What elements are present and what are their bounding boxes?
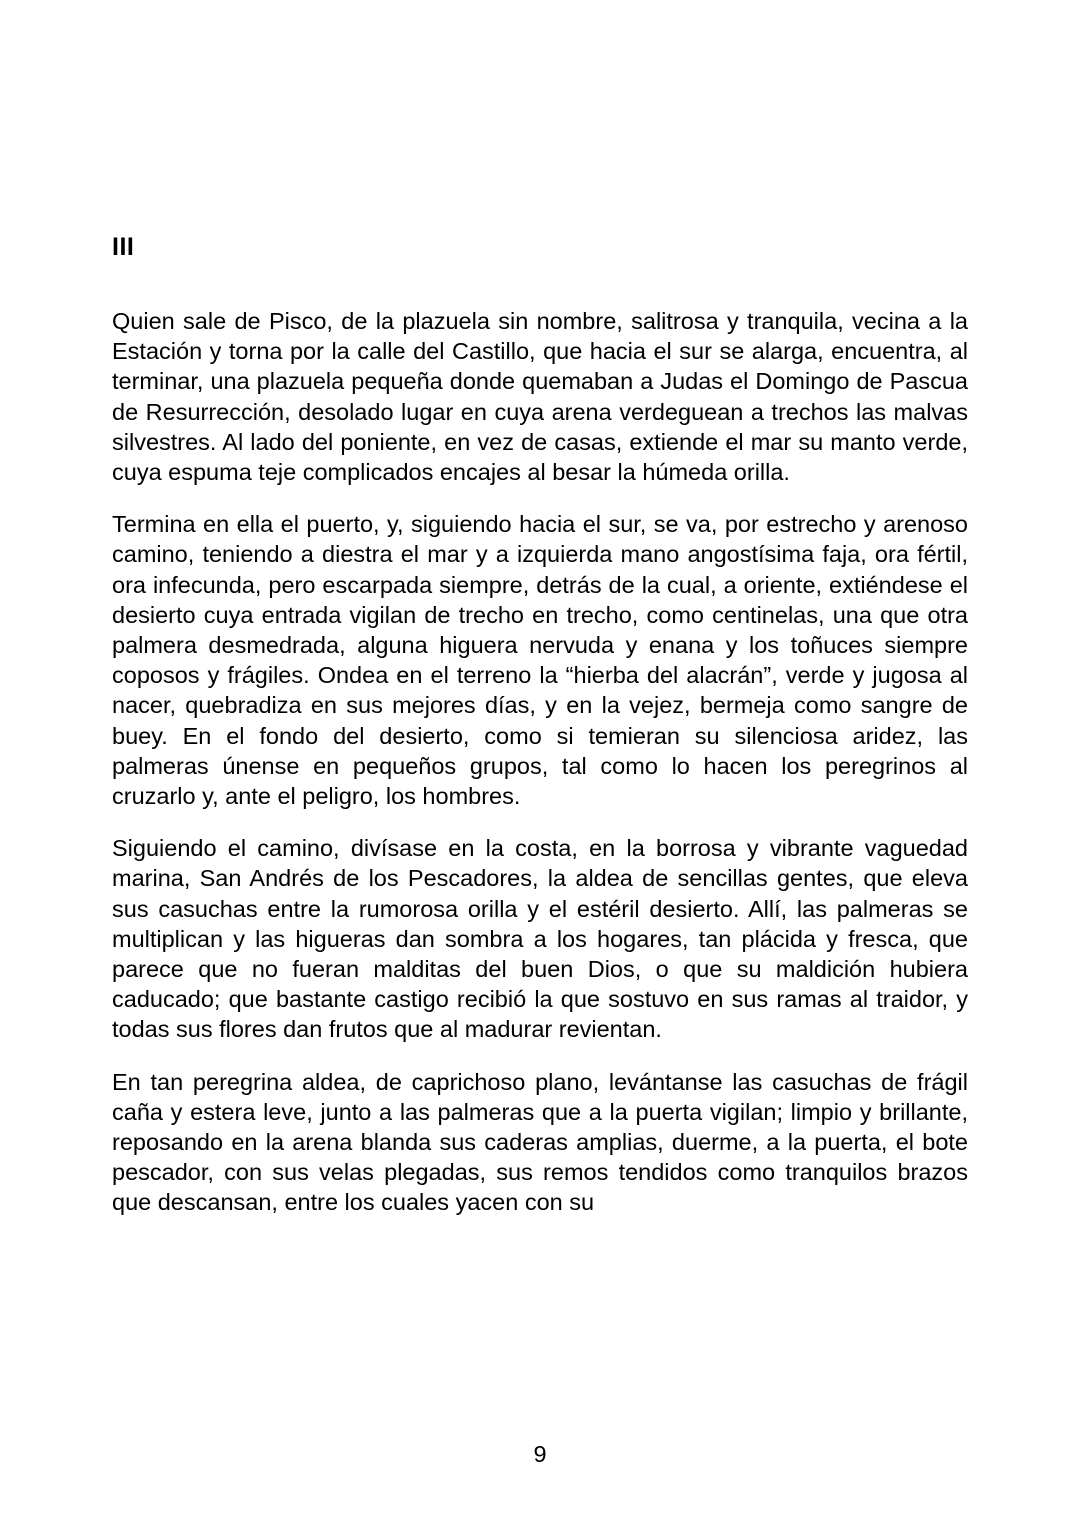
body-paragraph-1: Quien sale de Pisco, de la plazuela sin nombre, salitrosa y tranquila, vecina a la Estación y torna por la calle del Castillo, que hacia el sur se alarga, encuentra, al terminar, una plazuela pequeña donde quemaban a Judas el Domingo de Pascua de Resurrección, desolado lugar en cuya arena verdeguean a trechos las malvas silvestres. Al lado del poniente, en vez de casas, extiende el mar su manto verde, cuya espuma teje complicados encajes al besar la húmeda orilla. bbox=[112, 308, 968, 486]
body-paragraph-2: Termina en ella el puerto, y, siguiendo hacia el sur, se va, por estrecho y arenoso camino, teniendo a diestra el mar y a izquierda mano angostísima faja, ora fértil, ora infecunda, pero escarpada siempre, detrás de la cual, a oriente, extiéndese el desierto cuya entrada vigilan de trecho en trecho, como centinelas, una que otra palmera desmedrada, alguna higuera nervuda y enana y los toñuces siempre coposos y frágiles. Ondea en el terreno la “hierba del alacrán”, verde y jugosa al nacer, quebradiza en sus mejores días, y en la vejez, bermeja como sangre de buey. En el fondo del desierto, como si temieran su silenciosa aridez, las palmeras únense en pequeños grupos, tal como lo hacen los peregrinos al cruzarlo y, ante el peligro, los hombres. bbox=[112, 511, 968, 810]
section-heading: III bbox=[112, 233, 135, 261]
body-paragraph-4: En tan peregrina aldea, de caprichoso plano, levántanse las casuchas de frágil caña y estera leve, junto a las palmeras que a la puerta vigilan; limpio y brillante, reposando en la arena blanda sus caderas amplias, duerme, a la puerta, el bote pescador, con sus velas plegadas, sus remos tendidos como tranquilos brazos que descansan, entre los cuales yacen con su bbox=[112, 1068, 968, 1216]
body-paragraph-3: Siguiendo el camino, divísase en la costa, en la borrosa y vibrante vaguedad marina, San Andrés de los Pescadores, la aldea de sencillas gentes, que eleva sus casuchas entre la rumorosa orilla y el estéril desierto. Allí, las palmeras se multiplican y las higueras dan sombra a los hogares, tan plácida y fresca, que parece que no fueran malditas del buen Dios, o que su maldición hubiera caducado; que bastante castigo recibió la que sostuvo en sus ramas al traidor, y todas sus flores dan frutos que al madurar revientan. bbox=[112, 835, 968, 1043]
page-number: 9 bbox=[533, 1441, 547, 1467]
page-body bbox=[112, 232, 968, 1218]
